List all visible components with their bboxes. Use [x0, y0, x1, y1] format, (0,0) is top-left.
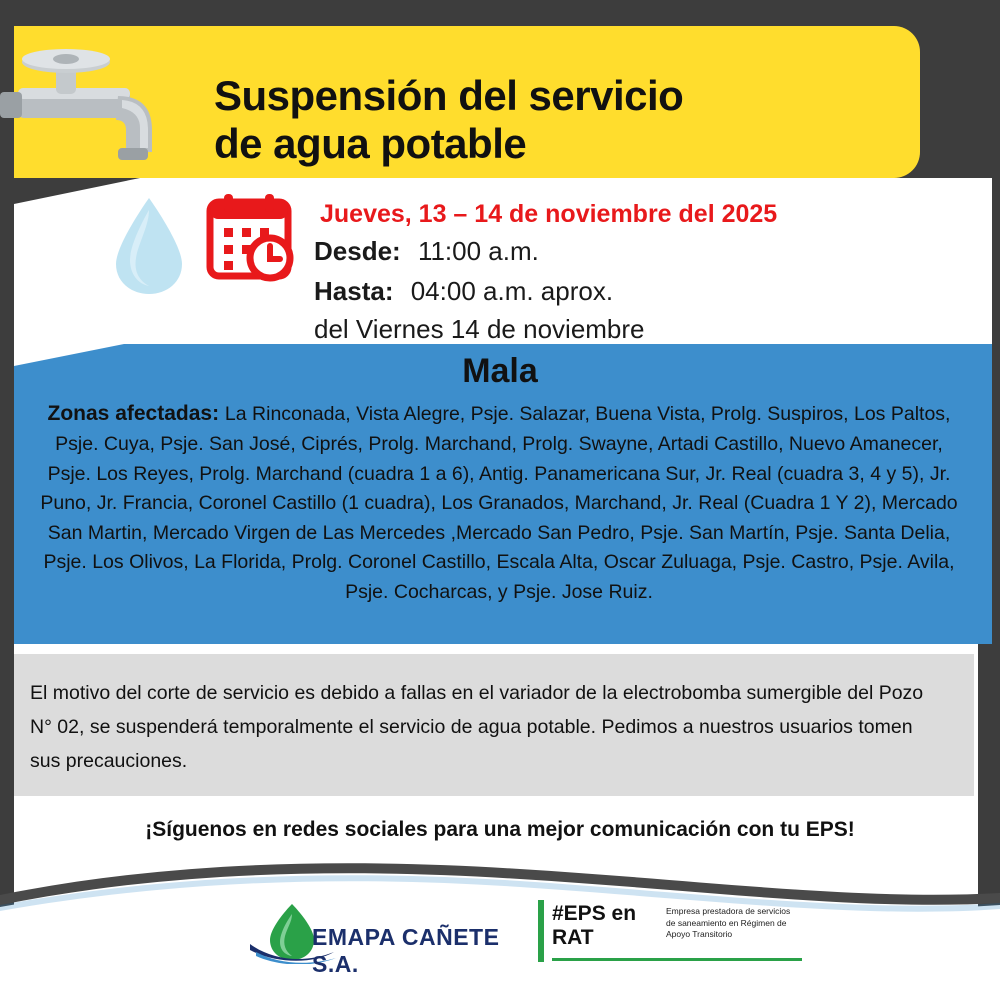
faucet-icon [0, 36, 190, 186]
district-name: Mala [462, 352, 538, 390]
eps-rat-logo [538, 896, 806, 968]
emapa-logo [248, 902, 538, 977]
time-to-value: 04:00 a.m. aprox. [410, 276, 614, 306]
reason-text: El motivo del corte de servicio es debido a fallas en el variador de la electrobomba sumergible del Pozo N° 02, se suspenderá temporalmente el servicio de agua potable. Pedimos a nuestros usuarios tomen sus precauciones. [30, 682, 924, 773]
page-title-line-1: Suspensión del servicio [214, 72, 684, 119]
date-range: Jueves, 13 – 14 de noviembre del 2025 [320, 200, 778, 228]
eps-logo-line-2: RAT [552, 925, 594, 949]
water-drop-icon [112, 196, 186, 296]
time-to-row [314, 276, 613, 307]
eps-logo-line-1: #EPS en [552, 902, 637, 925]
eps-underline [552, 958, 802, 961]
time-to-label: Hasta: [314, 276, 394, 306]
affected-zones [34, 398, 964, 608]
calendar-clock-icon [206, 192, 298, 284]
time-from-value: 11:00 a.m. [417, 236, 539, 266]
affected-zones-list: La Rinconada, Vista Alegre, Psje. Salazar, Buena Vista, Prolg. Suspiros, Los Paltos, Psje. Cuya, Psje. San José, Ciprés, Prolg. Marchand, Prolg. Swayne, Artadi Castillo, Nuevo Amanecer, Psje. Los Reyes, Prolg. Marchand (cuadra 1 a 6), Antig. Panamericana Sur, Jr. Real (cuadra 3, 4 y 5), Jr. Puno, Jr. Francia, Coronel Castillo (1 cuadra), Los Granados, Marchand, Jr. Real (Cuadra 1 Y 2), Mercado San Martin, Mercado Virgen de Las Mercedes ,Mercado San Pedro, Psje. San Martín, Psje. Santa Delia, Psje. Los Olivos, La Florida, Prolg. Coronel Castillo, Escala Alta, Oscar Zuluaga, Psje. Castro, Psje. Avila, Psje. Cocharcas, y Psje. Jose Ruiz. [40, 403, 958, 604]
time-from-label: Desde: [314, 236, 401, 266]
eps-green-bar [538, 900, 544, 962]
follow-us-text: ¡Síguenos en redes sociales para una mejor comunicación con tu EPS! [145, 818, 855, 841]
eps-logo-text [552, 902, 636, 949]
time-from-row [314, 236, 539, 267]
time-to-note: del Viernes 14 de noviembre [314, 314, 645, 344]
eps-logo-description: Empresa prestadora de servicios de saneamiento en Régimen de Apoyo Transitorio [666, 906, 791, 940]
affected-zones-label: Zonas afectadas [47, 402, 213, 425]
page-title [214, 72, 914, 169]
affected-zones-separator: : [212, 402, 225, 425]
page-title-line-2: de agua potable [214, 120, 527, 168]
emapa-logo-text: EMAPA CAÑETE S.A. [312, 924, 500, 977]
